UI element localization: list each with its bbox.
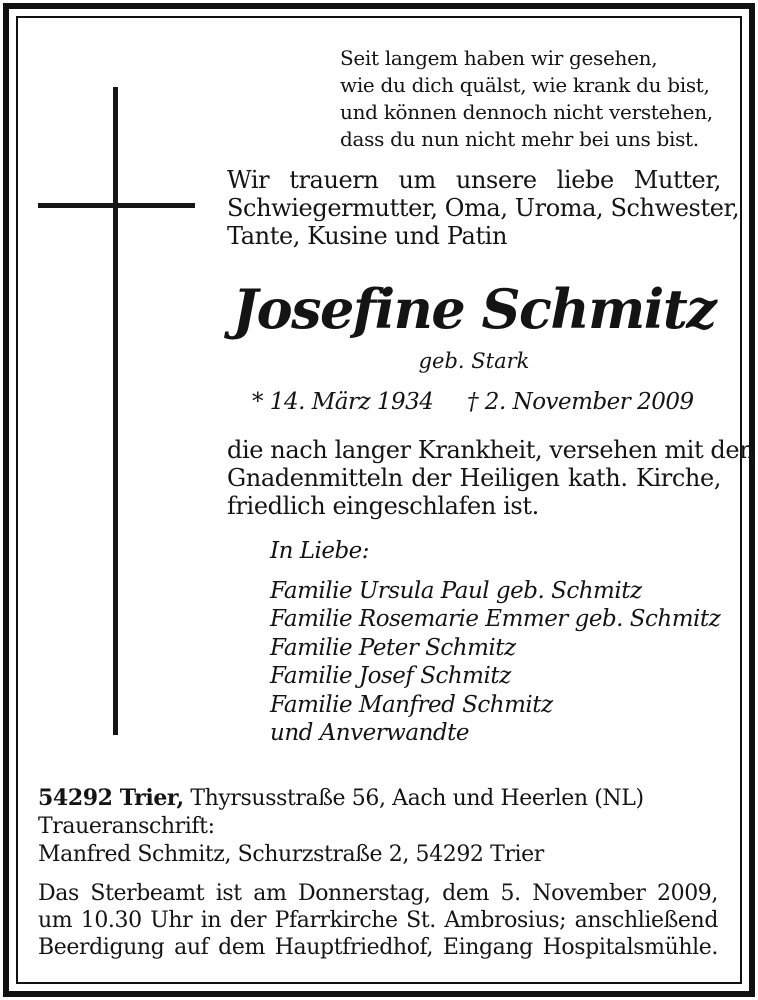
address-block [38, 784, 718, 869]
signer: Familie Rosemarie Emmer geb. Schmitz [270, 606, 721, 632]
funeral-info [38, 880, 718, 961]
poem-line: dass du nun nicht mehr bei uns bist. [340, 127, 699, 151]
notice-line: die nach langer Krankheit, versehen mit den [227, 436, 755, 464]
death-date: † 2. November 2009 [467, 389, 694, 415]
intro-line: Wir trauern um unsere liebe Mutter, [227, 166, 721, 194]
address-rest: Thyrsusstraße 56, Aach und Heerlen (NL) [183, 786, 644, 811]
poem-line: und können dennoch nicht verstehen, [340, 100, 713, 124]
funeral-line: Beerdigung auf dem Hauptfriedhof, Eingang Hospitalsmühle. [38, 935, 718, 960]
signers-list [270, 537, 730, 748]
funeral-line: um 10.30 Uhr in der Pfarrkirche St. Ambrosius; anschließend [38, 908, 718, 933]
intro-line: Schwiegermutter, Oma, Uroma, Schwester, [227, 194, 740, 222]
cross-icon-vertical-beam [113, 87, 118, 735]
intro-line: Tante, Kusine und Patin [227, 222, 508, 250]
signer: Familie Ursula Paul geb. Schmitz [270, 577, 642, 604]
mourning-intro [227, 166, 740, 250]
notice-line: friedlich eingeschlafen ist. [227, 492, 539, 520]
deceased-name: Josefine Schmitz [232, 277, 716, 341]
signer: Familie Josef Schmitz [270, 663, 511, 689]
signer: Familie Peter Schmitz [270, 634, 516, 661]
notice-line: Gnadenmitteln der Heiligen kath. Kirche, [227, 464, 721, 492]
birth-date: * 14. März 1934 [252, 389, 434, 415]
mourning-address: Manfred Schmitz, Schurzstraße 2, 54292 Trier [38, 842, 544, 867]
signer: und Anverwandte [270, 720, 469, 746]
poem [340, 45, 740, 153]
maiden-name: geb. Stark [418, 349, 530, 373]
address-city: 54292 Trier, [38, 785, 184, 811]
death-notice-text [227, 436, 755, 520]
signers-heading: In Liebe: [270, 538, 370, 564]
family-address [38, 784, 718, 813]
signer: Familie Manfred Schmitz [270, 691, 553, 718]
poem-line: Seit langem haben wir gesehen, [340, 46, 658, 70]
poem-line: wie du dich quälst, wie krank du bist, [340, 73, 710, 97]
mourning-address-label: Traueranschrift: [38, 814, 215, 839]
cross-icon-horizontal-beam [38, 203, 195, 208]
funeral-line: Das Sterbeamt ist am Donnerstag, dem 5. November 2009, [38, 881, 718, 906]
